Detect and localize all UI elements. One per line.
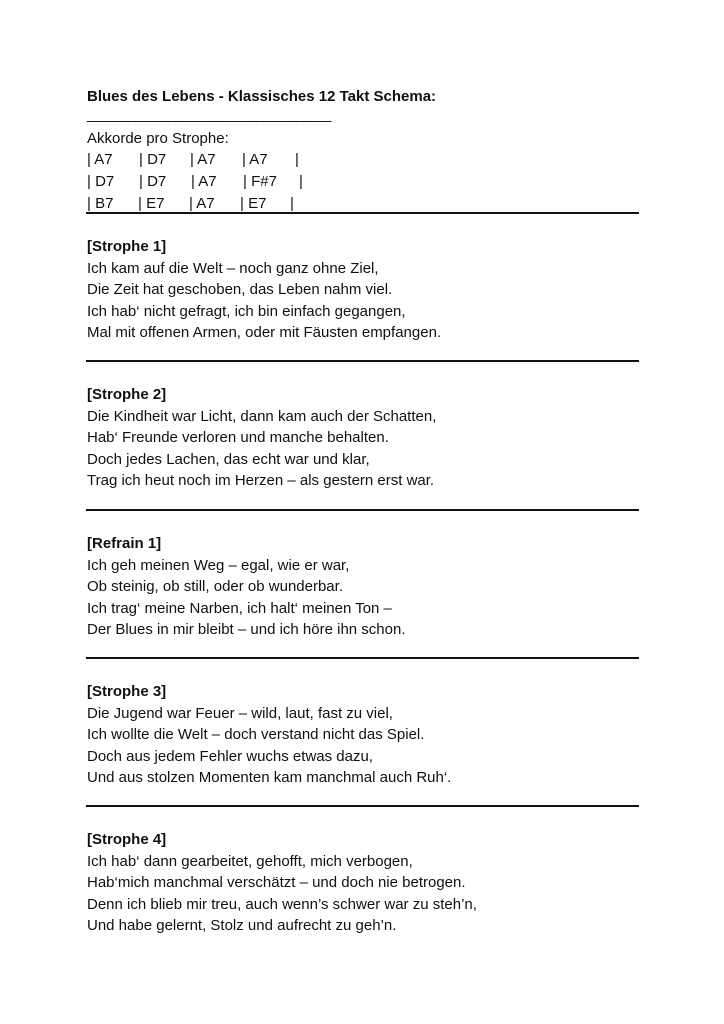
section-strophe-4 [87,829,647,937]
lyric-line: Doch aus jedem Fehler wuchs etwas dazu, [87,747,373,765]
chord-row-2 [87,171,347,192]
section-strophe-2 [87,384,647,492]
chord-cell: | [290,195,294,212]
lyric-line: Ich hab‘ dann gearbeitet, gehofft, mich verbogen, [87,852,413,870]
chord-cell: | A7 [189,195,215,212]
lyric-line: Ich geh meinen Weg – egal, wie er war, [87,556,350,574]
chord-cell: | D7 [139,151,167,168]
chord-cell: | E7 [138,195,165,212]
lyric-line: Ich trag‘ meine Narben, ich halt‘ meinen Ton – [87,599,392,617]
lyric-line: Die Jugend war Feuer – wild, laut, fast zu viel, [87,704,393,722]
section-divider [86,360,639,362]
section-refrain-1 [87,533,647,641]
section-divider [86,657,639,659]
lyric-line: Die Zeit hat geschoben, das Leben nahm viel. [87,281,393,298]
section-strophe-1 [87,236,647,344]
lyric-line: Hab‘mich manchmal verschätzt – und doch nie betrogen. [87,874,466,891]
section-divider [86,805,639,807]
lyric-line: Und habe gelernt, Stolz und aufrecht zu geh’n. [87,917,397,934]
chord-cell: | [295,151,299,168]
chord-row-3 [87,193,347,214]
chord-row-1 [87,149,347,170]
lyric-line: Die Kindheit war Licht, dann kam auch der Schatten, [87,407,437,425]
chord-cell: | A7 [190,151,216,168]
chord-cell: | A7 [242,151,268,168]
lyric-line: Ich hab‘ nicht gefragt, ich bin einfach gegangen, [87,302,406,320]
chord-cell: | [299,173,303,190]
lyric-line: Ich kam auf die Welt – noch ganz ohne Ziel, [87,259,379,277]
chord-cell: | D7 [139,173,167,190]
section-heading: [Strophe 3] [87,683,167,700]
lyric-line: Und aus stolzen Momenten kam manchmal auch Ruh‘. [87,769,452,786]
section-divider [86,212,639,214]
chord-cell: | F#7 [243,173,277,190]
chord-cell: | D7 [87,173,115,190]
lyric-line: Der Blues in mir bleibt – und ich höre ihn schon. [87,621,406,638]
lyric-line: Mal mit offenen Armen, oder mit Fäusten empfangen. [87,324,442,341]
chords-label: Akkorde pro Strophe: [87,130,229,147]
lyric-line: Hab‘ Freunde verloren und manche behalten. [87,429,389,446]
section-heading: [Strophe 4] [87,831,167,848]
lyric-line: Ob steinig, ob still, oder ob wunderbar. [87,578,343,595]
lyric-line: Trag ich heut noch im Herzen – als gestern erst war. [87,472,435,489]
chord-cell: | A7 [87,151,113,168]
title-underline: ____________________________________ [87,106,330,123]
lyric-line: Ich wollte die Welt – doch verstand nicht das Spiel. [87,726,425,743]
section-heading: [Strophe 2] [87,386,167,403]
song-title: Blues des Lebens - Klassisches 12 Takt Schema: [87,88,437,105]
section-heading: [Strophe 1] [87,238,167,255]
chord-cell: | A7 [191,173,217,190]
chord-cell: | B7 [87,195,114,212]
lyric-line: Doch jedes Lachen, das echt war und klar, [87,450,370,468]
lyric-line: Denn ich blieb mir treu, auch wenn’s schwer war zu steh’n, [87,895,477,913]
section-heading: [Refrain 1] [87,535,162,552]
section-divider [86,509,639,511]
section-strophe-3 [87,681,647,789]
chord-cell: | E7 [240,195,267,212]
